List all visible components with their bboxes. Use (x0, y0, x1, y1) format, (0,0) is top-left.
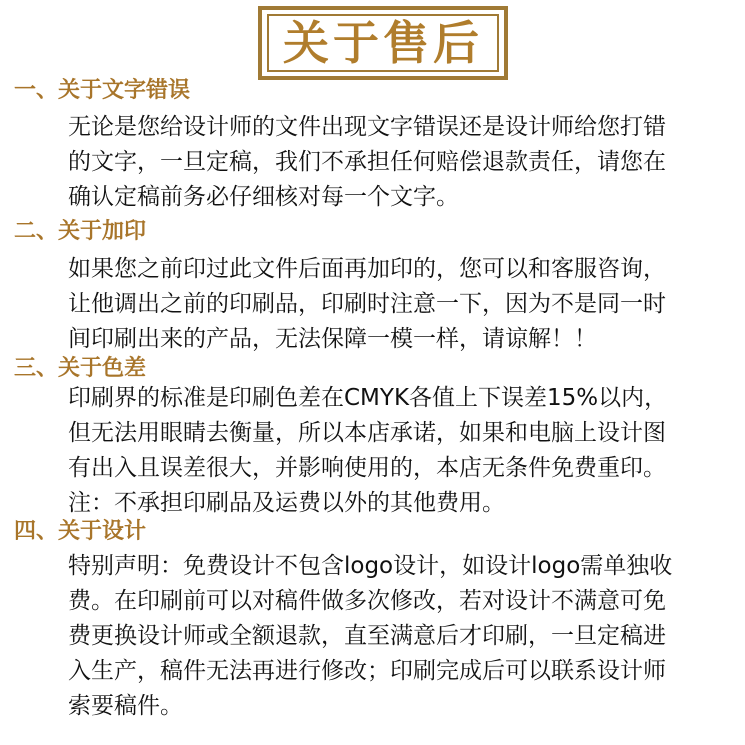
body-line: 无论是您给设计师的文件出现文字错误还是设计师给您打错 (68, 114, 666, 140)
body-line: 入生产，稿件无法再进行修改；印刷完成后可以联系设计师 (68, 658, 666, 684)
section-heading-color-difference: 三、关于色差 (14, 356, 147, 381)
section-heading-reprint: 二、关于加印 (14, 219, 147, 244)
section-heading-design: 四、关于设计 (14, 519, 147, 544)
body-line: 特别声明：免费设计不包含logo设计，如设计logo需单独收 (68, 553, 673, 579)
page-title: 关于售后 (283, 16, 483, 70)
title-frame (258, 6, 508, 80)
body-line: 间印刷出来的产品，无法保障一模一样，请谅解！！ (68, 326, 597, 352)
body-line: 但无法用眼睛去衡量，所以本店承诺，如果和电脑上设计图 (68, 420, 666, 446)
body-line: 费。在印刷前可以对稿件做多次修改，若对设计不满意可免 (68, 588, 666, 614)
body-line: 确认定稿前务必仔细核对每一个文字。 (68, 184, 459, 210)
body-line: 的文字，一旦定稿，我们不承担任何赔偿退款责任，请您在 (68, 149, 666, 175)
body-line: 费更换设计师或全额退款，直至满意后才印刷，一旦定稿进 (68, 623, 666, 649)
body-line: 如果您之前印过此文件后面再加印的，您可以和客服咨询， (68, 256, 666, 282)
body-line: 印刷界的标准是印刷色差在CMYK各值上下误差15%以内， (68, 385, 668, 411)
body-line: 让他调出之前的印刷品，印刷时注意一下，因为不是同一时 (68, 291, 666, 317)
section-body-design (68, 549, 728, 724)
body-line: 索要稿件。 (68, 693, 183, 719)
body-line: 注：不承担印刷品及运费以外的其他费用。 (68, 490, 505, 516)
body-line: 有出入且误差很大，并影响使用的，本店无条件免费重印。 (68, 455, 666, 481)
section-body-color-difference (68, 381, 728, 521)
title-inner-frame (267, 14, 499, 72)
section-heading-text-errors: 一、关于文字错误 (14, 78, 191, 103)
section-body-text-errors (68, 110, 728, 215)
section-body-reprint (68, 252, 728, 357)
